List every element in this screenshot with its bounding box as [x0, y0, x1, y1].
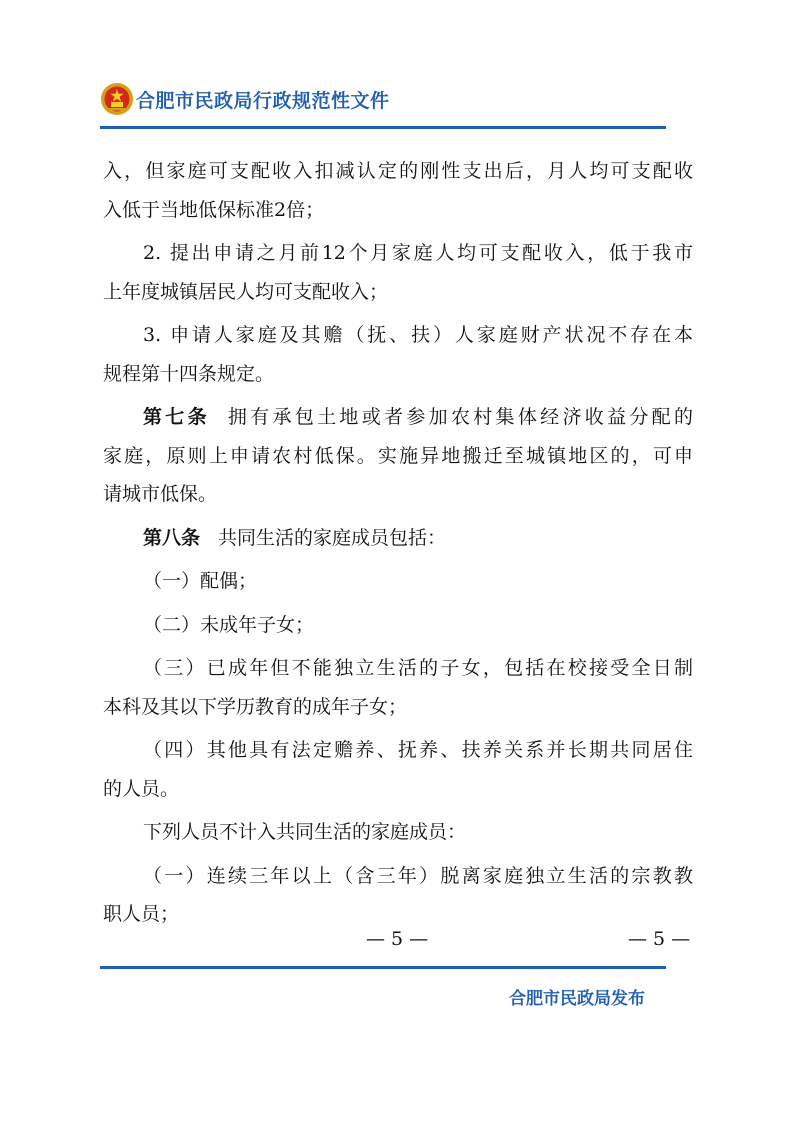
list-item: （三）已成年但不能独立生活的子女，包括在校接受全日制 — [143, 657, 693, 679]
article-8-heading — [103, 519, 693, 558]
list-item: 的人员。 — [103, 777, 180, 800]
body-line: 入低于当地低保标准2倍； — [103, 198, 325, 221]
document-body — [103, 152, 693, 934]
header-title: 合肥市民政局行政规范性文件 — [136, 90, 390, 112]
body-line: 规程第十四条规定。 — [103, 362, 275, 385]
national-emblem-icon — [100, 82, 134, 116]
article-number: 第八条 — [143, 526, 201, 549]
header-divider — [100, 126, 666, 129]
list-item: （一）配偶； — [143, 570, 258, 592]
article-number: 第七条 — [143, 406, 210, 428]
page-number-right: — 5 — — [628, 928, 691, 950]
page-number: — 5 — — [366, 928, 429, 950]
list-item: 本科及其以下学历教育的成年子女； — [103, 695, 408, 718]
list-item: （二）未成年子女； — [143, 613, 315, 636]
article-7-heading — [103, 398, 693, 437]
article-text: 共同生活的家庭成员包括： — [218, 526, 447, 549]
article-text: 拥有承包土地或者参加农村集体经济收益分配的 — [227, 406, 693, 428]
list-item: 职人员； — [103, 903, 180, 925]
list-item: （一）连续三年以上（含三年）脱离家庭独立生活的宗教教 — [143, 864, 693, 887]
body-line: 入，但家庭可支配收入扣减认定的刚性支出后，月人均可支配收 — [103, 160, 693, 182]
body-line: 3. 申请人家庭及其赡（抚、扶）人家庭财产状况不存在本 — [143, 324, 693, 346]
document-header — [100, 80, 670, 120]
list-item: （四）其他具有法定赡养、抚养、扶养关系并长期共同居住 — [143, 739, 693, 761]
body-line: 请城市低保。 — [103, 483, 218, 505]
footer-divider — [100, 966, 666, 969]
body-line: 下列人员不计入共同生活的家庭成员： — [143, 821, 467, 843]
publisher-label: 合肥市民政局发布 — [509, 989, 645, 1009]
body-line: 上年度城镇居民人均可支配收入； — [103, 280, 389, 303]
body-line: 家庭，原则上申请农村低保。实施异地搬迁至城镇地区的，可申 — [103, 444, 693, 467]
body-line: 2. 提出申请之月前12个月家庭人均可支配收入，低于我市 — [143, 242, 693, 264]
